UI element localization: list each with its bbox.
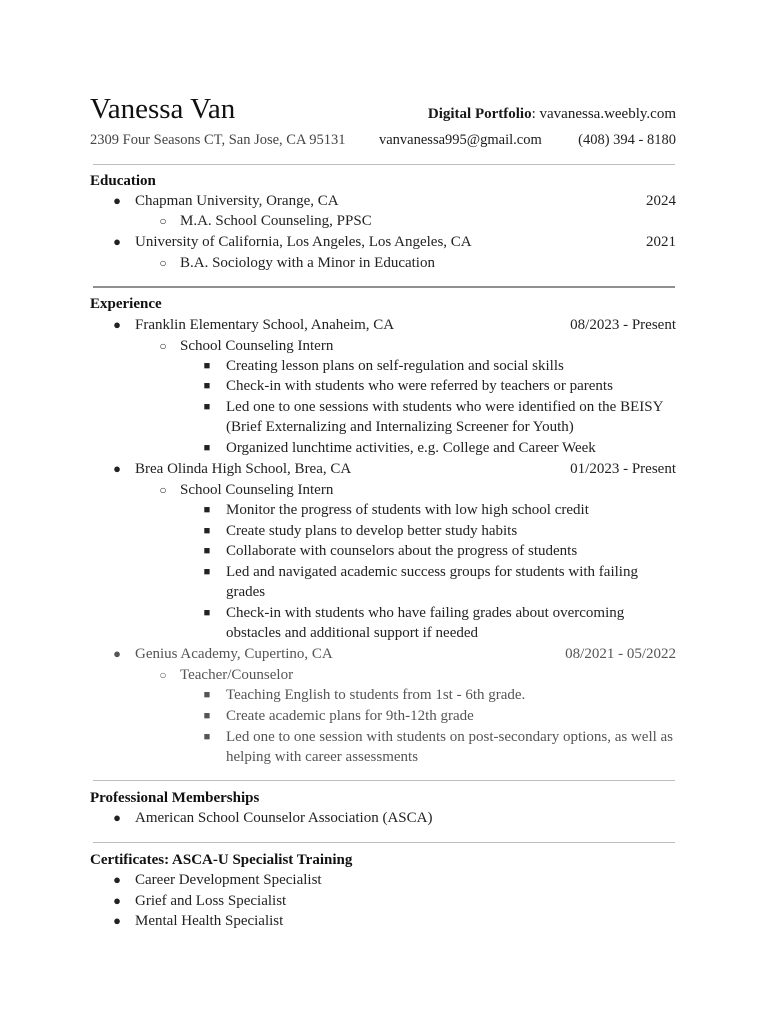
duty-text: Led one to one sessions with students who were identified on the BEISY [226, 399, 664, 415]
organization: Genius Academy, Cupertino, CA [135, 646, 333, 662]
square-bullet-icon: ■ [203, 566, 211, 578]
duty-text: Teaching English to students from 1st - 6th grade. [226, 687, 526, 703]
duty-item [0, 706, 768, 726]
bullet-icon: ● [113, 234, 121, 249]
duty-text: Monitor the progress of students with low high school credit [226, 502, 589, 518]
square-bullet-icon: ■ [203, 401, 211, 413]
square-bullet-icon: ■ [203, 710, 211, 722]
portfolio-label: Digital Portfolio [427, 106, 532, 122]
email-link[interactable]: vanvanessa995@gmail.com [379, 132, 542, 148]
institution: Chapman University, Orange, CA [135, 193, 339, 209]
job-dates: 08/2021 - 05/2022 [565, 646, 676, 662]
section-heading-memberships: Professional Memberships [90, 790, 260, 806]
duty-text: Organized lunchtime activities, e.g. College and Career Week [226, 440, 596, 456]
square-bullet-icon: ■ [203, 731, 211, 743]
square-bullet-icon: ■ [203, 607, 211, 619]
certificate-text: Mental Health Specialist [135, 913, 284, 929]
bullet-icon: ● [113, 810, 121, 825]
bullet-icon: ● [113, 646, 121, 661]
bullet-icon: ● [113, 872, 121, 887]
job-role: Teacher/Counselor [180, 667, 294, 683]
circle-bullet-icon: ○ [159, 668, 167, 682]
square-bullet-icon: ■ [203, 442, 211, 454]
section-heading-education: Education [90, 173, 156, 189]
certificate-text: Career Development Specialist [135, 872, 322, 888]
job-entry [0, 315, 768, 335]
institution: University of California, Los Angeles, Los Angeles, CA [135, 234, 472, 250]
certificate-item [0, 870, 768, 890]
duty-text: Check-in with students who were referred by teachers or parents [226, 378, 613, 394]
organization: Brea Olinda High School, Brea, CA [135, 461, 352, 477]
duty-item [0, 397, 768, 417]
duty-text: Led one to one session with students on post-secondary options, as well as [226, 729, 674, 745]
degree: B.A. Sociology with a Minor in Education [180, 255, 435, 271]
portfolio-separator: : [531, 106, 540, 122]
portfolio-link[interactable]: vavanessa.weebly.com [539, 106, 676, 122]
duty-text: Create study plans to develop better study habits [226, 523, 518, 539]
job-dates: 01/2023 - Present [570, 461, 676, 477]
bullet-icon: ● [113, 893, 121, 908]
education-entry [0, 232, 768, 252]
degree-line [0, 253, 768, 273]
membership-item [0, 808, 768, 828]
duty-text: obstacles and additional support if needed [226, 625, 479, 641]
certificate-text: Grief and Loss Specialist [135, 893, 287, 909]
circle-bullet-icon: ○ [159, 214, 167, 228]
role-line [0, 480, 768, 500]
circle-bullet-icon: ○ [159, 483, 167, 497]
graduation-year: 2021 [646, 234, 676, 250]
square-bullet-icon: ■ [203, 504, 211, 516]
square-bullet-icon: ■ [203, 525, 211, 537]
job-role: School Counseling Intern [180, 338, 334, 354]
square-bullet-icon: ■ [203, 545, 211, 557]
degree-line [0, 211, 768, 231]
phone-number: (408) 394 - 8180 [578, 132, 676, 148]
education-entry [0, 191, 768, 211]
section-heading-experience: Experience [90, 296, 162, 312]
job-role: School Counseling Intern [180, 482, 334, 498]
duty-text: Led and navigated academic success groups for students with failing [226, 564, 638, 580]
divider [93, 164, 675, 165]
duty-text: helping with career assessments [226, 749, 419, 765]
membership-text: American School Counselor Association (ASCA) [135, 810, 433, 826]
duty-text: Collaborate with counselors about the progress of students [226, 543, 578, 559]
role-line [0, 665, 768, 685]
bullet-icon: ● [113, 193, 121, 208]
duty-item [0, 356, 768, 376]
square-bullet-icon: ■ [203, 689, 211, 701]
circle-bullet-icon: ○ [159, 339, 167, 353]
duty-item [0, 562, 768, 582]
duty-item [0, 541, 768, 561]
job-entry [0, 644, 768, 664]
job-entry [0, 459, 768, 479]
duty-item [0, 727, 768, 747]
graduation-year: 2024 [646, 193, 676, 209]
candidate-name: Vanessa Van [90, 93, 236, 125]
section-heading-certificates: Certificates: ASCA-U Specialist Training [90, 852, 353, 868]
circle-bullet-icon: ○ [159, 256, 167, 270]
duty-text: Create academic plans for 9th-12th grade [226, 708, 474, 724]
duty-item [0, 685, 768, 705]
duty-continuation [0, 623, 768, 643]
divider [93, 286, 675, 288]
organization: Franklin Elementary School, Anaheim, CA [135, 317, 395, 333]
duty-item [0, 521, 768, 541]
divider [93, 842, 675, 843]
certificate-item [0, 911, 768, 931]
role-line [0, 336, 768, 356]
address: 2309 Four Seasons CT, San Jose, CA 95131 [90, 132, 346, 148]
bullet-icon: ● [113, 317, 121, 332]
duty-continuation [0, 582, 768, 602]
duty-text: Creating lesson plans on self-regulation and social skills [226, 358, 564, 374]
duty-text: grades [226, 584, 266, 600]
divider [93, 780, 675, 781]
duty-item [0, 376, 768, 396]
duty-item [0, 438, 768, 458]
job-dates: 08/2023 - Present [570, 317, 676, 333]
bullet-icon: ● [113, 913, 121, 928]
bullet-icon: ● [113, 461, 121, 476]
duty-continuation [0, 747, 768, 767]
duty-item [0, 500, 768, 520]
digital-portfolio [428, 104, 676, 124]
duty-text: Check-in with students who have failing grades about overcoming [226, 605, 625, 621]
certificate-item [0, 891, 768, 911]
duty-continuation [0, 417, 768, 437]
square-bullet-icon: ■ [203, 380, 211, 392]
duty-text: (Brief Externalizing and Internalizing Screener for Youth) [226, 419, 574, 435]
degree: M.A. School Counseling, PPSC [180, 213, 372, 229]
square-bullet-icon: ■ [203, 360, 211, 372]
duty-item [0, 603, 768, 623]
